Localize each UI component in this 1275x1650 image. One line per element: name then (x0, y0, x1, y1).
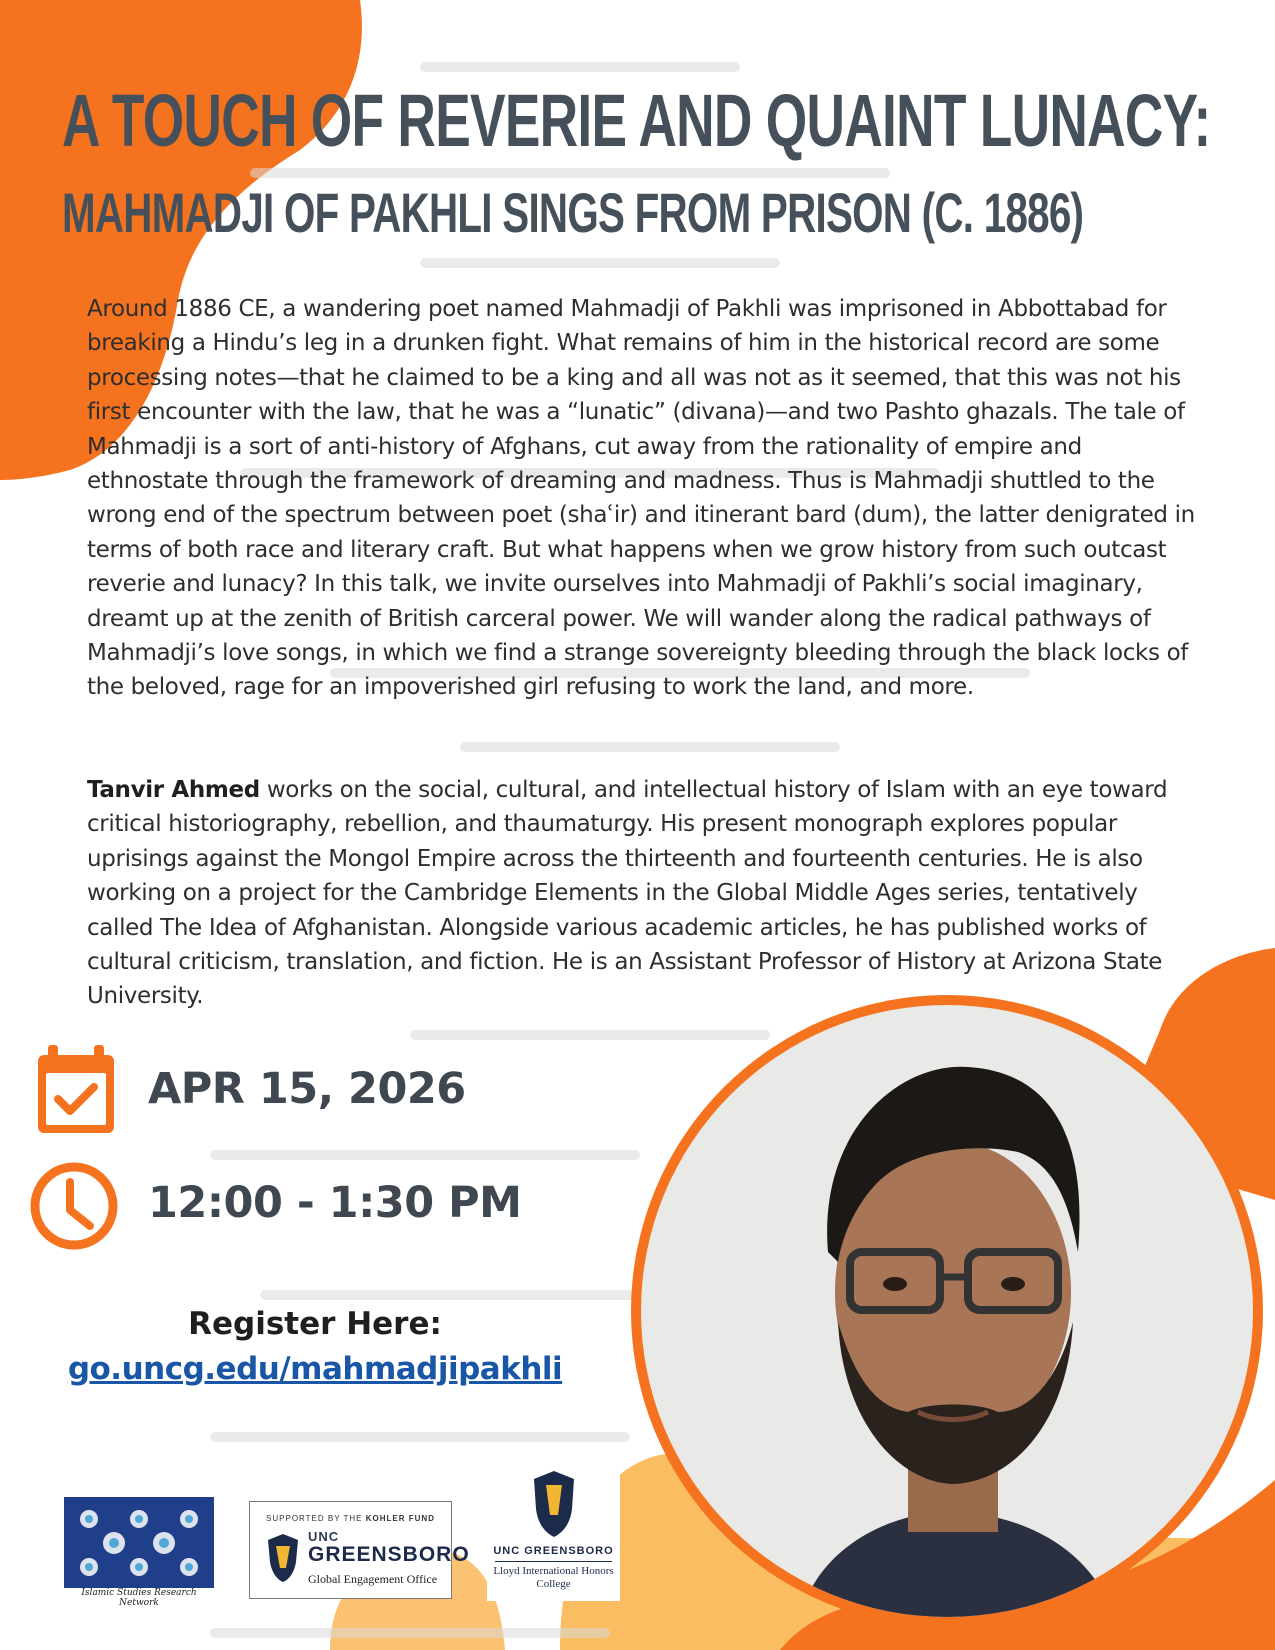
page-subtitle: MAHMADJI OF PAKHLI SINGS FROM PRISON (C. 1886) (62, 181, 1084, 244)
kohler-unc-text: UNC (308, 1529, 340, 1544)
kohler-supported-by: SUPPORTED BY THE KOHLER FUND (266, 1514, 435, 1523)
isrn-caption: Islamic Studies Research Network (64, 1588, 214, 1608)
honors-uncg-text: UNC GREENSBORO (493, 1545, 614, 1557)
register-link[interactable]: go.uncg.edu/mahmadjipakhli (67, 1351, 563, 1387)
honors-college-text: Lloyd International Honors College (493, 1565, 614, 1590)
speaker-photo (628, 992, 1266, 1630)
kohler-fund-logo (249, 1501, 470, 1599)
page-title: A TOUCH OF REVERIE AND QUAINT LUNACY: (62, 79, 1211, 162)
kohler-office-text: Global Engagement Office (308, 1572, 438, 1586)
honors-divider (495, 1561, 612, 1562)
register-label: Register Here: (188, 1306, 442, 1342)
isrn-logo (64, 1497, 214, 1601)
event-date: APR 15, 2026 (148, 1064, 466, 1114)
calendar-check-icon (34, 1043, 118, 1137)
speaker-bio-text: works on the social, cultural, and intellectual history of Islam with an eye toward critical historiography, rebellion, and thaumaturgy. His present monograph explores popular uprisings against the Mongol Empire across the thirteenth and fourteenth centuries. He is also working on a project for the Cambridge Elements in the Global Middle Ages series, tentatively called The Idea of Afghanistan. Alongside various academic articles, he has published works of cultural criticism, translation, and fiction. He is an Assistant Professor of History at Arizona State University. (87, 777, 1168, 1010)
speaker-bio (87, 773, 1207, 1014)
kohler-greensboro-text: GREENSBORO (308, 1543, 470, 1566)
speaker-name: Tanvir Ahmed (87, 777, 260, 803)
clock-icon (28, 1160, 120, 1252)
abstract-paragraph: Around 1886 CE, a wandering poet named Mahmadji of Pakhli was imprisoned in Abbottabad for breaking a Hindu’s leg in a drunken fight. What remains of him in the historical record are some processing notes—that he claimed to be a king and all was not as it seemed, that this was not his first encounter with the law, that he was a “lunatic” (divana)—and two Pashto ghazals. The tale of Mahmadji is a sort of anti-history of Afghans, cut away from the rationality of empire and ethnostate through the framework of dreaming and madness. Thus is Mahmadji shuttled to the wrong end of the spectrum between poet (shaʿir) and itinerant bard (dum), the latter denigrated in terms of both race and literary craft. But what happens when we grow history from such outcast reverie and lunacy? In this talk, we invite ourselves into Mahmadji of Pakhli’s social imaginary, dreamt up at the zenith of British carceral power. We will wander along the radical pathways of Mahmadji’s love songs, in which we find a strange sovereignty bleeding through the black locks of the beloved, rage for an impoverished girl refusing to work the land, and more. (87, 296, 1195, 701)
honors-college-logo (487, 1465, 620, 1601)
spartan-shield-icon (530, 1469, 578, 1539)
event-time: 12:00 - 1:30 PM (148, 1178, 522, 1228)
spartan-mark-icon (264, 1532, 302, 1584)
